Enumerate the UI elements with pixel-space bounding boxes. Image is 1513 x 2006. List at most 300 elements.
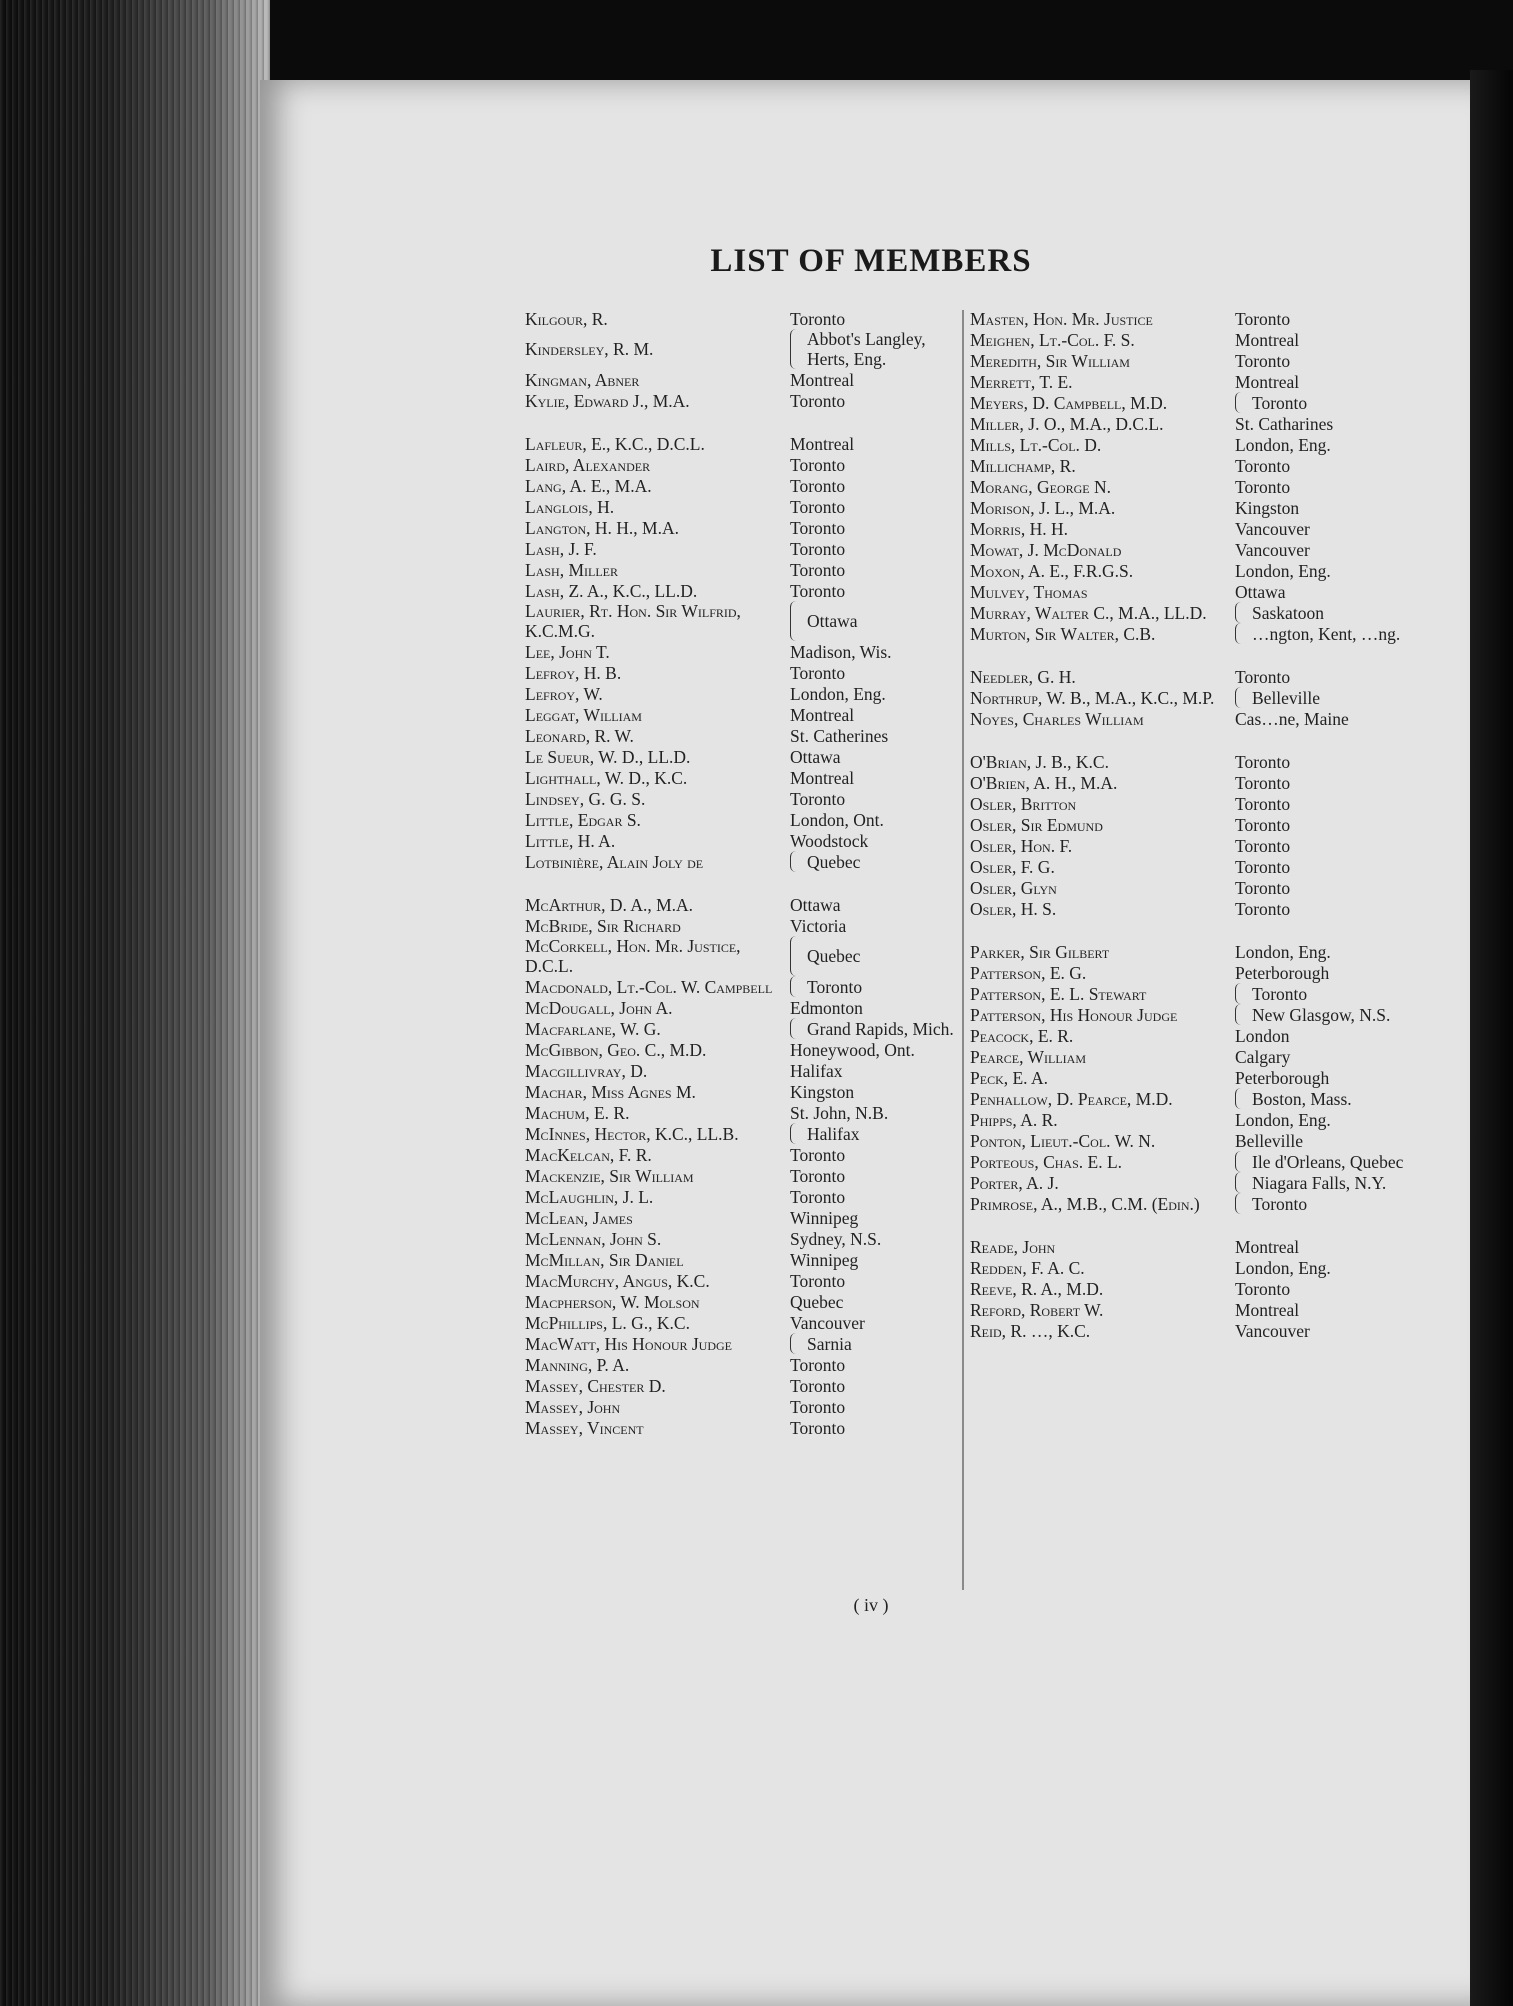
member-entry — [970, 983, 1415, 1004]
member-entry — [525, 1312, 965, 1333]
member-place: London, Eng. — [1235, 1109, 1331, 1130]
member-entry — [970, 518, 1415, 539]
member-name: Massey, Chester D. — [525, 1375, 666, 1396]
member-place: Honeywood, Ont. — [790, 1039, 915, 1060]
member-entry — [970, 623, 1415, 644]
member-entry — [525, 683, 965, 704]
member-place: Toronto — [1235, 877, 1291, 898]
member-entry — [970, 835, 1415, 856]
member-entry — [525, 538, 965, 559]
brace-icon — [1235, 1172, 1248, 1193]
member-name: Phipps, A. R. — [970, 1109, 1058, 1130]
brace-icon — [1235, 623, 1248, 644]
member-entry — [970, 434, 1415, 455]
member-entry — [970, 1109, 1415, 1130]
member-name: Kingman, Abner — [525, 369, 640, 390]
member-entry — [970, 560, 1415, 581]
member-entry — [525, 746, 965, 767]
member-name: Morris, H. H. — [970, 518, 1069, 539]
member-name: Murray, Walter C., M.A., LL.D. — [970, 602, 1207, 623]
member-entry — [970, 1320, 1415, 1341]
member-entry — [525, 580, 965, 601]
member-entry — [970, 371, 1415, 392]
member-entry — [970, 1025, 1415, 1046]
member-entry — [970, 751, 1415, 772]
member-entry — [525, 976, 965, 997]
member-place: Montreal — [790, 704, 855, 725]
member-name: Langlois, H. — [525, 496, 615, 517]
member-place: Toronto — [1235, 835, 1291, 856]
member-name: Laurier, Rt. Hon. Sir Wilfrid, K.C.M.G. — [525, 601, 741, 641]
member-name: Langton, H. H., M.A. — [525, 517, 679, 538]
member-place: Toronto — [1235, 751, 1291, 772]
member-name: Kilgour, R. — [525, 308, 608, 329]
member-entry — [970, 898, 1415, 919]
member-place: Saskatoon — [1252, 602, 1324, 623]
member-entry — [970, 772, 1415, 793]
member-entry — [525, 559, 965, 580]
member-place: Boston, Mass. — [1252, 1088, 1352, 1109]
member-place: Toronto — [790, 1396, 846, 1417]
member-place: Toronto — [790, 1417, 846, 1438]
member-name: Patterson, E. G. — [970, 962, 1087, 983]
member-place: Kingston — [790, 1081, 855, 1102]
member-entry — [970, 350, 1415, 371]
member-place: Toronto — [790, 475, 846, 496]
member-entry — [970, 666, 1415, 687]
member-place: Peterborough — [1235, 962, 1330, 983]
member-name: Lefroy, W. — [525, 683, 603, 704]
member-place: Toronto — [1235, 308, 1291, 329]
member-place: Montreal — [1235, 1299, 1300, 1320]
member-name: Redden, F. A. C. — [970, 1257, 1085, 1278]
member-entry — [525, 1123, 965, 1144]
member-name: McInnes, Hector, K.C., LL.B. — [525, 1123, 739, 1144]
member-name: MacKelcan, F. R. — [525, 1144, 652, 1165]
member-name: Murton, Sir Walter, C.B. — [970, 623, 1156, 644]
member-entry — [970, 793, 1415, 814]
brace-icon — [1235, 1151, 1248, 1172]
member-place: Ottawa — [1235, 581, 1286, 602]
member-name: McPhillips, L. G., K.C. — [525, 1312, 690, 1333]
member-place: St. Catharines — [1235, 413, 1334, 434]
member-name: Little, H. A. — [525, 830, 616, 851]
member-name: Morison, J. L., M.A. — [970, 497, 1116, 518]
spine-shadow — [1470, 70, 1513, 2006]
member-place: Toronto — [790, 390, 846, 411]
member-name: Peck, E. A. — [970, 1067, 1048, 1088]
member-place: Toronto — [1252, 1193, 1308, 1214]
member-place: New Glasgow, N.S. — [1252, 1004, 1391, 1025]
member-entry — [970, 708, 1415, 729]
member-name: Lefroy, H. B. — [525, 662, 622, 683]
member-place: Toronto — [1235, 666, 1291, 687]
member-place: Calgary — [1235, 1046, 1291, 1067]
member-place: Vancouver — [1235, 1320, 1310, 1341]
member-name: Parker, Sir Gilbert — [970, 941, 1110, 962]
member-name: Macpherson, W. Molson — [525, 1291, 700, 1312]
member-place: Ottawa — [790, 894, 841, 915]
member-entry — [525, 329, 965, 369]
member-entry — [970, 308, 1415, 329]
member-entry — [525, 767, 965, 788]
member-name: Reade, John — [970, 1236, 1056, 1257]
member-entry — [970, 1067, 1415, 1088]
page-number: ( iv ) — [853, 1595, 889, 1615]
brace-icon — [1235, 1004, 1248, 1025]
member-name: Meyers, D. Campbell, M.D. — [970, 392, 1168, 413]
member-name: Mowat, J. McDonald — [970, 539, 1122, 560]
member-place: Toronto — [790, 788, 846, 809]
group-gap — [970, 644, 1415, 666]
member-entry — [970, 1299, 1415, 1320]
member-place: Montreal — [790, 767, 855, 788]
member-place: Peterborough — [1235, 1067, 1330, 1088]
member-name: Merrett, T. E. — [970, 371, 1073, 392]
member-name: Lafleur, E., K.C., D.C.L. — [525, 433, 705, 454]
member-place: St. Catherines — [790, 725, 889, 746]
member-entry — [970, 455, 1415, 476]
group-gap — [970, 919, 1415, 941]
member-name: McArthur, D. A., M.A. — [525, 894, 694, 915]
member-name: Patterson, E. L. Stewart — [970, 983, 1147, 1004]
member-name: Masten, Hon. Mr. Justice — [970, 308, 1153, 329]
members-column-left — [525, 308, 965, 1438]
member-place: Grand Rapids, Mich. — [807, 1018, 954, 1039]
member-entry — [970, 1088, 1415, 1109]
member-place: Montreal — [1235, 1236, 1300, 1257]
page-title: LIST OF MEMBERS — [710, 243, 1032, 279]
member-name: Massey, John — [525, 1396, 621, 1417]
member-entry — [525, 1228, 965, 1249]
member-name: Macgillivray, D. — [525, 1060, 648, 1081]
member-entry — [525, 433, 965, 454]
member-place: Sarnia — [807, 1333, 852, 1354]
member-entry — [525, 1207, 965, 1228]
member-entry — [525, 830, 965, 851]
member-entry — [525, 1039, 965, 1060]
member-name: Reford, Robert W. — [970, 1299, 1104, 1320]
member-place: Toronto — [1235, 814, 1291, 835]
member-entry — [970, 329, 1415, 350]
member-entry — [525, 1291, 965, 1312]
member-place: Toronto — [1235, 793, 1291, 814]
member-place: Abbot's Langley, Herts, Eng. — [807, 329, 926, 369]
group-gap — [525, 872, 965, 894]
member-place: Toronto — [790, 496, 846, 517]
member-place: Quebec — [807, 946, 861, 966]
member-name: Primrose, A., M.B., C.M. (Edin.) — [970, 1193, 1200, 1214]
member-place: Woodstock — [790, 830, 869, 851]
member-entry — [525, 915, 965, 936]
member-name: Penhallow, D. Pearce, M.D. — [970, 1088, 1173, 1109]
member-entry — [525, 1018, 965, 1039]
member-place: Toronto — [790, 1354, 846, 1375]
member-place: Toronto — [790, 662, 846, 683]
member-name: Laird, Alexander — [525, 454, 651, 475]
member-entry — [970, 877, 1415, 898]
member-entry — [970, 941, 1415, 962]
member-name: Ponton, Lieut.-Col. W. N. — [970, 1130, 1156, 1151]
member-place: Toronto — [1252, 392, 1308, 413]
member-entry — [525, 308, 965, 329]
member-name: Meredith, Sir William — [970, 350, 1130, 371]
members-column-right — [970, 308, 1415, 1341]
member-place: Toronto — [1235, 350, 1291, 371]
member-entry — [525, 1144, 965, 1165]
brace-icon — [1235, 1193, 1248, 1214]
member-place: Vancouver — [1235, 518, 1310, 539]
member-entry — [525, 997, 965, 1018]
member-place: Toronto — [1235, 455, 1291, 476]
member-name: McDougall, John A. — [525, 997, 673, 1018]
member-name: Leonard, R. W. — [525, 725, 634, 746]
member-place: Vancouver — [790, 1312, 865, 1333]
member-name: Osler, H. S. — [970, 898, 1057, 919]
member-entry — [525, 390, 965, 411]
member-entry — [970, 413, 1415, 434]
member-place: Quebec — [790, 1291, 844, 1312]
member-name: Mills, Lt.-Col. D. — [970, 434, 1102, 455]
column-divider — [962, 310, 964, 1590]
member-entry — [525, 1270, 965, 1291]
member-name: Kylie, Edward J., M.A. — [525, 390, 690, 411]
member-entry — [525, 936, 965, 976]
member-place: St. John, N.B. — [790, 1102, 889, 1123]
brace-icon — [790, 1123, 803, 1144]
member-entry — [970, 856, 1415, 877]
member-entry — [525, 851, 965, 872]
member-entry — [970, 687, 1415, 708]
member-place: London, Eng. — [790, 683, 886, 704]
member-name: McLean, James — [525, 1207, 633, 1228]
member-name: Little, Edgar S. — [525, 809, 641, 830]
member-name: Pearce, William — [970, 1046, 1087, 1067]
member-place: Niagara Falls, N.Y. — [1252, 1172, 1387, 1193]
brace-icon — [790, 851, 803, 872]
member-place: Toronto — [790, 538, 846, 559]
member-name: Patterson, His Honour Judge — [970, 1004, 1178, 1025]
member-entry — [970, 1151, 1415, 1172]
member-entry — [970, 962, 1415, 983]
member-place: Toronto — [790, 1375, 846, 1396]
member-name: Peacock, E. R. — [970, 1025, 1074, 1046]
member-name: Osler, Glyn — [970, 877, 1057, 898]
member-name: Machar, Miss Agnes M. — [525, 1081, 696, 1102]
member-place: Toronto — [790, 580, 846, 601]
member-name: Macdonald, Lt.-Col. W. Campbell — [525, 976, 773, 997]
member-place: …ngton, Kent, …ng. — [1252, 623, 1401, 644]
member-name: Manning, P. A. — [525, 1354, 630, 1375]
member-name: Northrup, W. B., M.A., K.C., M.P. — [970, 687, 1215, 708]
member-name: Moxon, A. E., F.R.G.S. — [970, 560, 1134, 581]
member-name: Macfarlane, W. G. — [525, 1018, 661, 1039]
member-place: Montreal — [790, 369, 855, 390]
member-place: London, Ont. — [790, 809, 884, 830]
member-place: Toronto — [1235, 772, 1291, 793]
member-entry — [525, 1165, 965, 1186]
member-entry — [525, 725, 965, 746]
member-place: Toronto — [790, 1186, 846, 1207]
member-entry — [525, 809, 965, 830]
member-name: Kindersley, R. M. — [525, 339, 654, 359]
member-name: Lotbinière, Alain Joly de — [525, 851, 704, 872]
member-entry — [525, 1375, 965, 1396]
member-entry — [525, 369, 965, 390]
member-entry — [525, 662, 965, 683]
brace-icon — [790, 329, 803, 369]
member-name: McLennan, John S. — [525, 1228, 662, 1249]
member-place: Toronto — [1235, 476, 1291, 497]
member-entry — [525, 1354, 965, 1375]
group-gap — [525, 411, 965, 433]
member-place: Cas…ne, Maine — [1235, 708, 1349, 729]
member-name: Morang, George N. — [970, 476, 1112, 497]
member-place: Toronto — [1235, 1278, 1291, 1299]
member-place: Toronto — [790, 454, 846, 475]
member-entry — [525, 788, 965, 809]
group-gap — [970, 1214, 1415, 1236]
member-name: Mulvey, Thomas — [970, 581, 1088, 602]
member-name: Reeve, R. A., M.D. — [970, 1278, 1104, 1299]
brace-icon — [1235, 392, 1248, 413]
member-entry — [525, 1102, 965, 1123]
brace-icon — [790, 1333, 803, 1354]
member-name: Noyes, Charles William — [970, 708, 1144, 729]
member-name: Lindsey, G. G. S. — [525, 788, 646, 809]
brace-icon — [1235, 602, 1248, 623]
member-place: Winnipeg — [790, 1249, 859, 1270]
brace-icon — [1235, 1088, 1248, 1109]
member-entry — [970, 476, 1415, 497]
member-place: Madison, Wis. — [790, 641, 892, 662]
member-entry — [970, 814, 1415, 835]
member-place: Toronto — [807, 976, 863, 997]
member-place: Belleville — [1235, 1130, 1304, 1151]
member-name: McBride, Sir Richard — [525, 915, 681, 936]
member-place: Toronto — [790, 1144, 846, 1165]
member-entry — [525, 1081, 965, 1102]
member-name: Porteous, Chas. E. L. — [970, 1151, 1123, 1172]
member-place: Ottawa — [790, 746, 841, 767]
member-entry — [970, 602, 1415, 623]
member-place: Belleville — [1252, 687, 1321, 708]
member-name: Reid, R. …, K.C. — [970, 1320, 1091, 1341]
member-name: Lash, Miller — [525, 559, 618, 580]
member-name: Leggat, William — [525, 704, 642, 725]
member-place: Toronto — [790, 559, 846, 580]
member-name: MacWatt, His Honour Judge — [525, 1333, 732, 1354]
brace-icon — [790, 1018, 803, 1039]
member-entry — [970, 392, 1415, 413]
member-entry — [970, 1046, 1415, 1067]
member-name: McGibbon, Geo. C., M.D. — [525, 1039, 707, 1060]
member-name: Osler, Hon. F. — [970, 835, 1073, 856]
brace-icon — [790, 601, 803, 641]
member-place: Ile d'Orleans, Quebec — [1252, 1151, 1404, 1172]
member-place: Montreal — [1235, 371, 1300, 392]
member-entry — [525, 517, 965, 538]
member-place: Edmonton — [790, 997, 863, 1018]
member-place: Toronto — [1252, 983, 1308, 1004]
member-entry — [970, 1193, 1415, 1214]
member-entry — [525, 1186, 965, 1207]
member-place: Halifax — [790, 1060, 843, 1081]
member-place: London, Eng. — [1235, 1257, 1331, 1278]
member-entry — [525, 475, 965, 496]
member-place: Quebec — [807, 851, 861, 872]
brace-icon — [790, 936, 803, 976]
member-entry — [525, 601, 965, 641]
member-name: Lang, A. E., M.A. — [525, 475, 652, 496]
member-entry — [525, 1060, 965, 1081]
member-name: Lee, John T. — [525, 641, 610, 662]
member-name: Osler, Sir Edmund — [970, 814, 1103, 835]
member-entry — [970, 1004, 1415, 1025]
member-place: London — [1235, 1025, 1290, 1046]
member-entry — [525, 1396, 965, 1417]
member-entry — [525, 704, 965, 725]
member-entry — [525, 1333, 965, 1354]
member-entry — [970, 497, 1415, 518]
member-place: Toronto — [790, 517, 846, 538]
member-name: O'Brien, A. H., M.A. — [970, 772, 1118, 793]
brace-icon — [1235, 983, 1248, 1004]
member-place: Montreal — [790, 433, 855, 454]
member-place: Ottawa — [807, 611, 858, 631]
member-place: London, Eng. — [1235, 560, 1331, 581]
member-entry — [525, 1249, 965, 1270]
member-entry — [525, 1417, 965, 1438]
member-name: Miller, J. O., M.A., D.C.L. — [970, 413, 1164, 434]
brace-icon — [1235, 687, 1248, 708]
member-entry — [525, 641, 965, 662]
member-name: Lighthall, W. D., K.C. — [525, 767, 688, 788]
member-place: Kingston — [1235, 497, 1300, 518]
member-entry — [970, 1278, 1415, 1299]
member-name: Osler, Britton — [970, 793, 1077, 814]
member-entry — [970, 1257, 1415, 1278]
member-place: Toronto — [1235, 856, 1291, 877]
member-entry — [970, 1172, 1415, 1193]
member-place: Toronto — [1235, 898, 1291, 919]
member-place: Winnipeg — [790, 1207, 859, 1228]
member-place: Toronto — [790, 308, 846, 329]
brace-icon — [790, 976, 803, 997]
member-entry — [970, 581, 1415, 602]
member-name: McMillan, Sir Daniel — [525, 1249, 684, 1270]
member-entry — [525, 496, 965, 517]
member-name: Meighen, Lt.-Col. F. S. — [970, 329, 1135, 350]
member-name: Mackenzie, Sir William — [525, 1165, 694, 1186]
member-place: Victoria — [790, 915, 847, 936]
member-place: Halifax — [807, 1123, 860, 1144]
member-entry — [970, 1130, 1415, 1151]
member-entry — [970, 1236, 1415, 1257]
member-place: Toronto — [790, 1165, 846, 1186]
member-name: McLaughlin, J. L. — [525, 1186, 654, 1207]
group-gap — [970, 729, 1415, 751]
member-entry — [970, 539, 1415, 560]
member-place: Toronto — [790, 1270, 846, 1291]
member-name: Machum, E. R. — [525, 1102, 630, 1123]
member-name: Needler, G. H. — [970, 666, 1076, 687]
member-name: Lash, J. F. — [525, 538, 597, 559]
member-name: Le Sueur, W. D., LL.D. — [525, 746, 691, 767]
member-place: London, Eng. — [1235, 941, 1331, 962]
member-name: Lash, Z. A., K.C., LL.D. — [525, 580, 698, 601]
member-name: Porter, A. J. — [970, 1172, 1059, 1193]
